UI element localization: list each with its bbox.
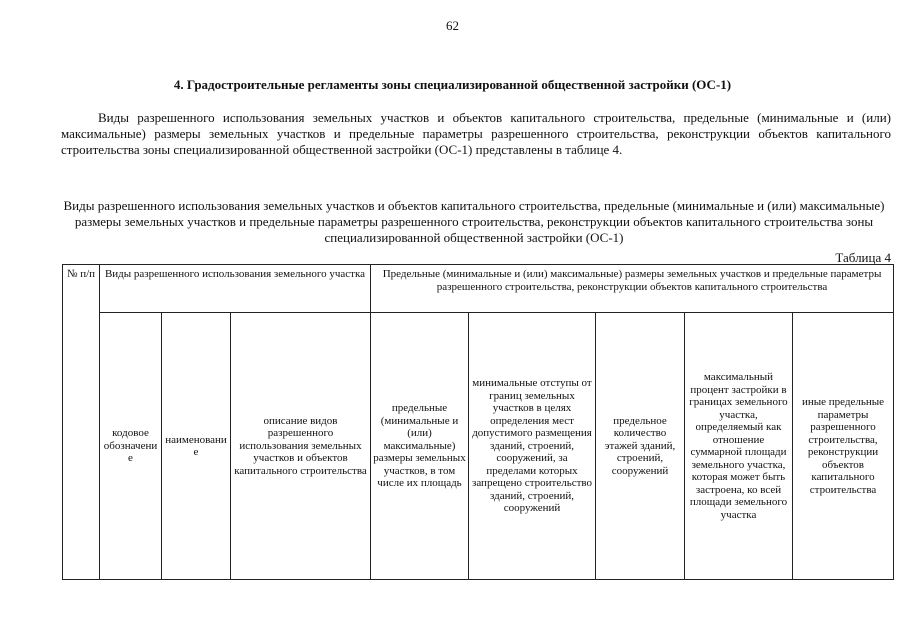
table-label: Таблица 4 [835,250,891,265]
section-heading: 4. Градостроительные регламенты зоны специализированной общественной застройки (ОС-1) [173,77,732,92]
col-code-header: кодовое обозначение [100,313,162,580]
table-caption: Виды разрешенного использования земельных участков и объектов капитального строительства, предельные (минимальные и (или) максимальные) размеры земельных участков и предельные параметры разрешенного строительства, реконструкции объектов капитального строительства зоны специализированной общественной застройки (ОС-1) [63,198,885,245]
regulations-table [62,264,894,580]
group-header-params: Предельные (минимальные и (или) максимальные) размеры земельных участков и предельные параметры разрешенного строительства, реконструкции объектов капитального строительства [371,265,894,313]
page-number: 62 [446,18,459,33]
col-number-header: № п/п [63,265,100,580]
col-other-params-header: иные предельные параметры разрешенного строительства, реконструкции объектов капитального строительства [793,313,894,580]
col-coverage-header: максимальный процент застройки в границах земельного участка, определяемый как отношение суммарной площади земельного участка, которая может быть застроена, ко всей площади земельного участка [685,313,793,580]
group-header-use: Виды разрешенного использования земельного участка [100,265,371,313]
col-setbacks-header: минимальные отступы от границ земельных участков в целях определения мест допустимого размещения зданий, строений, сооружений, за пределами которых запрещено строительство зданий, строений, сооружений [469,313,596,580]
col-description-header: описание видов разрешенного использования земельных участков и объектов капитального строительства [231,313,371,580]
col-name-header: наименование [162,313,231,580]
col-floors-header: предельное количество этажей зданий, строений, сооружений [596,313,685,580]
table-header-row [63,265,894,313]
intro-paragraph: Виды разрешенного использования земельных участков и объектов капитального строительства, предельные (минимальные и (или) максимальные) размеры земельных участков и предельные параметры разрешенного строительства, реконструкции объектов капитального строительства зоны специализированной общественной застройки (ОС-1) представлены в таблице 4. [61,110,891,157]
table-subheader-row [63,313,894,580]
col-plot-size-header: предельные (минимальные и (или) максимальные) размеры земельных участков, в том числе их площадь [371,313,469,580]
